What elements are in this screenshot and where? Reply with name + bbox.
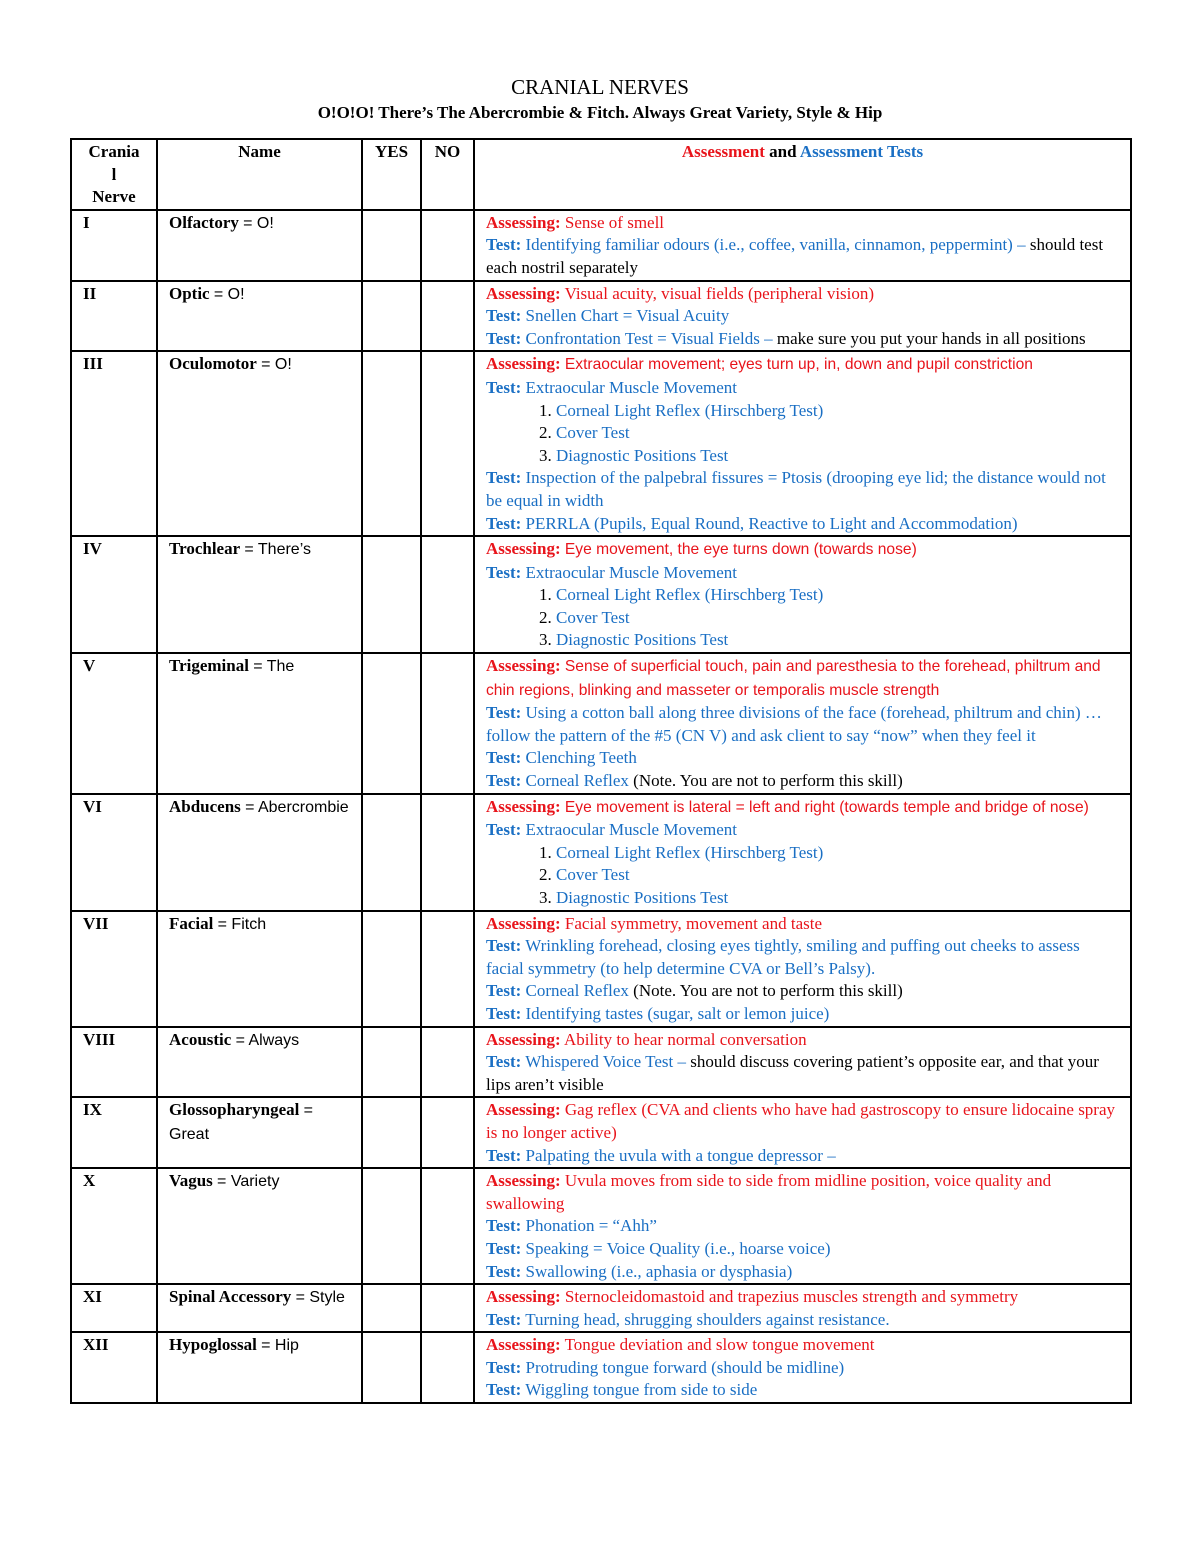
test-line bbox=[486, 770, 1120, 793]
yes-checkbox-cell[interactable] bbox=[362, 1027, 421, 1098]
nerve-number: III bbox=[71, 351, 157, 536]
nerve-mnemonic: = Hip bbox=[261, 1337, 299, 1355]
assessment-cell bbox=[474, 536, 1131, 653]
test-text: Protruding tongue forward (should be midline) bbox=[525, 1357, 845, 1377]
nerve-mnemonic: = Fitch bbox=[217, 915, 267, 933]
test-list-item: 3. Diagnostic Positions Test bbox=[556, 629, 1120, 652]
test-text: Wiggling tongue from side to side bbox=[525, 1380, 758, 1400]
nerve-name-cell bbox=[157, 1332, 362, 1403]
test-line bbox=[486, 935, 1120, 980]
nerve-name: Vagus bbox=[169, 1171, 213, 1191]
test-line bbox=[486, 1357, 1120, 1380]
test-note: should discuss covering patient’s opposite ear, and that your lips aren’t visible bbox=[486, 1052, 1099, 1094]
header-name: Name bbox=[157, 139, 362, 210]
assessment-cell bbox=[474, 1284, 1131, 1332]
test-list-item: 3. Diagnostic Positions Test bbox=[556, 445, 1120, 468]
yes-checkbox-cell[interactable] bbox=[362, 281, 421, 352]
nerve-name-cell bbox=[157, 911, 362, 1027]
test-line bbox=[486, 328, 1120, 351]
nerve-number: VIII bbox=[71, 1027, 157, 1098]
nerve-number: XII bbox=[71, 1332, 157, 1403]
nerve-name-cell bbox=[157, 1284, 362, 1332]
nerve-number: X bbox=[71, 1168, 157, 1284]
test-line bbox=[486, 1238, 1120, 1261]
nerve-number: II bbox=[71, 281, 157, 352]
test-text: PERRLA (Pupils, Equal Round, Reactive to Light and Accommodation) bbox=[525, 513, 1018, 533]
assessing-text: Visual acuity, visual fields (peripheral vision) bbox=[564, 283, 875, 303]
assessing-label: Assessing: bbox=[486, 656, 561, 676]
table-row bbox=[71, 1027, 1131, 1098]
nerve-name-cell bbox=[157, 536, 362, 653]
test-text: Identifying familiar odours (i.e., coffee, vanilla, cinnamon, peppermint) – bbox=[525, 235, 1026, 255]
test-label: Test: bbox=[486, 1052, 522, 1072]
assessing-label: Assessing: bbox=[486, 1100, 561, 1120]
test-line bbox=[486, 1003, 1120, 1026]
header-yes: YES bbox=[362, 139, 421, 210]
no-checkbox-cell[interactable] bbox=[421, 1097, 474, 1168]
page-header bbox=[0, 74, 1200, 124]
test-text: Corneal Reflex bbox=[525, 981, 629, 1001]
test-note: (Note. You are not to perform this skill) bbox=[628, 771, 903, 791]
assessing-line bbox=[486, 796, 1120, 820]
test-label: Test: bbox=[486, 306, 522, 326]
test-label: Test: bbox=[486, 820, 522, 840]
test-label: Test: bbox=[486, 513, 522, 533]
test-line bbox=[486, 1215, 1120, 1238]
yes-checkbox-cell[interactable] bbox=[362, 911, 421, 1027]
test-line bbox=[486, 980, 1120, 1003]
nerve-name-cell bbox=[157, 1168, 362, 1284]
table-row bbox=[71, 1332, 1131, 1403]
nerve-name: Abducens bbox=[169, 796, 241, 816]
nerve-mnemonic: = O! bbox=[261, 356, 292, 374]
test-text: Inspection of the palpebral fissures = Ptosis (drooping eye lid; the distance would not be equal in width bbox=[486, 468, 1106, 510]
test-text: Speaking = Voice Quality (i.e., hoarse voice) bbox=[525, 1238, 831, 1258]
yes-checkbox-cell[interactable] bbox=[362, 1168, 421, 1284]
assessment-cell bbox=[474, 210, 1131, 281]
table-row bbox=[71, 911, 1131, 1027]
assessing-line bbox=[486, 1029, 1120, 1052]
nerve-mnemonic: = Great bbox=[169, 1102, 313, 1143]
assessing-label: Assessing: bbox=[486, 283, 561, 303]
test-text: Confrontation Test = Visual Fields – bbox=[525, 328, 773, 348]
nerve-mnemonic: = Always bbox=[235, 1031, 300, 1049]
test-text: Corneal Reflex bbox=[525, 771, 629, 791]
test-line bbox=[486, 1309, 1120, 1332]
test-text: Using a cotton ball along three divisions of the face (forehead, philtrum and chin) … follow the pattern of the #5 (CN V) and ask client to say “now” when they feel it bbox=[486, 703, 1102, 745]
test-label: Test: bbox=[486, 1145, 522, 1165]
nerve-number: IV bbox=[71, 536, 157, 653]
test-note: (Note. You are not to perform this skill) bbox=[628, 981, 903, 1001]
nerve-name-cell bbox=[157, 351, 362, 536]
test-line bbox=[486, 305, 1120, 328]
assessment-cell bbox=[474, 1332, 1131, 1403]
test-text: Extraocular Muscle Movement bbox=[525, 820, 738, 840]
assessing-line bbox=[486, 1170, 1120, 1215]
assessment-cell bbox=[474, 281, 1131, 352]
nerve-mnemonic: = The bbox=[253, 658, 295, 676]
nerve-name: Acoustic bbox=[169, 1029, 232, 1049]
assessing-text: Gag reflex (CVA and clients who have had gastroscopy to ensure lidocaine spray is no longer active) bbox=[486, 1100, 1116, 1142]
test-label: Test: bbox=[486, 1380, 522, 1400]
nerve-name-cell bbox=[157, 1027, 362, 1098]
test-line bbox=[486, 234, 1120, 279]
test-list bbox=[486, 842, 1120, 910]
test-label: Test: bbox=[486, 1261, 522, 1281]
test-text: Swallowing (i.e., aphasia or dysphasia) bbox=[525, 1261, 793, 1281]
table-row bbox=[71, 1284, 1131, 1332]
test-line bbox=[486, 1145, 1120, 1168]
table-row bbox=[71, 1168, 1131, 1284]
nerve-name-cell bbox=[157, 653, 362, 794]
assessing-text: Facial symmetry, movement and taste bbox=[564, 913, 823, 933]
header-assessment bbox=[474, 139, 1131, 210]
test-label: Test: bbox=[486, 1216, 522, 1236]
no-checkbox-cell[interactable] bbox=[421, 653, 474, 794]
test-line bbox=[486, 1379, 1120, 1402]
test-line bbox=[486, 513, 1120, 536]
test-text: Clenching Teeth bbox=[525, 748, 637, 768]
header-cranial-nerve: Crania l Nerve bbox=[71, 139, 157, 210]
test-list-item: 2. Cover Test bbox=[556, 607, 1120, 630]
assessing-label: Assessing: bbox=[486, 796, 561, 816]
nerve-name: Trigeminal bbox=[169, 656, 249, 676]
test-label: Test: bbox=[486, 981, 522, 1001]
nerve-name: Hypoglossal bbox=[169, 1335, 257, 1355]
test-text: Phonation = “Ahh” bbox=[525, 1216, 657, 1236]
nerve-name: Olfactory bbox=[169, 212, 239, 232]
yes-checkbox-cell[interactable] bbox=[362, 794, 421, 911]
no-checkbox-cell[interactable] bbox=[421, 281, 474, 352]
no-checkbox-cell[interactable] bbox=[421, 536, 474, 653]
assessing-text: Tongue deviation and slow tongue movement bbox=[564, 1335, 875, 1355]
table-row bbox=[71, 1097, 1131, 1168]
no-checkbox-cell[interactable] bbox=[421, 1168, 474, 1284]
test-label: Test: bbox=[486, 936, 522, 956]
assessing-text: Eye movement, the eye turns down (towards nose) bbox=[564, 541, 917, 559]
nerve-number: I bbox=[71, 210, 157, 281]
nerve-number: XI bbox=[71, 1284, 157, 1332]
yes-checkbox-cell[interactable] bbox=[362, 1332, 421, 1403]
assessing-line bbox=[486, 655, 1120, 702]
assessing-label: Assessing: bbox=[486, 212, 561, 232]
test-label: Test: bbox=[486, 468, 522, 488]
assessing-label: Assessing: bbox=[486, 354, 561, 374]
assessing-label: Assessing: bbox=[486, 539, 561, 559]
table-row bbox=[71, 653, 1131, 794]
test-line bbox=[486, 702, 1120, 747]
nerve-name: Trochlear bbox=[169, 539, 241, 559]
cranial-nerves-table bbox=[70, 138, 1132, 1404]
test-line bbox=[486, 747, 1120, 770]
no-checkbox-cell[interactable] bbox=[421, 794, 474, 911]
nerve-name: Spinal Accessory bbox=[169, 1287, 292, 1307]
test-label: Test: bbox=[486, 562, 522, 582]
test-text: Snellen Chart = Visual Acuity bbox=[525, 306, 730, 326]
assessing-line bbox=[486, 913, 1120, 936]
assessing-label: Assessing: bbox=[486, 1029, 561, 1049]
test-list bbox=[486, 584, 1120, 652]
nerve-mnemonic: = There’s bbox=[244, 541, 311, 559]
test-text: Palpating the uvula with a tongue depressor – bbox=[525, 1145, 836, 1165]
test-text: Extraocular Muscle Movement bbox=[525, 377, 738, 397]
assessing-line bbox=[486, 538, 1120, 562]
nerve-mnemonic: = O! bbox=[243, 214, 274, 232]
table-row bbox=[71, 281, 1131, 352]
page-title: CRANIAL NERVES bbox=[511, 75, 689, 99]
nerve-name-cell bbox=[157, 1097, 362, 1168]
test-text: Whispered Voice Test – bbox=[525, 1052, 686, 1072]
test-line bbox=[486, 1261, 1120, 1284]
assessing-label: Assessing: bbox=[486, 1335, 561, 1355]
test-list-item: 1. Corneal Light Reflex (Hirschberg Test) bbox=[556, 842, 1120, 865]
nerve-mnemonic: = O! bbox=[213, 285, 245, 303]
assessing-label: Assessing: bbox=[486, 913, 561, 933]
nerve-name: Oculomotor bbox=[169, 354, 257, 374]
header-and: and bbox=[769, 142, 797, 161]
test-list-item: 1. Corneal Light Reflex (Hirschberg Test) bbox=[556, 584, 1120, 607]
test-text: Wrinkling forehead, closing eyes tightly, smiling and puffing out cheeks to assess facial symmetry (to help determine CVA or Bell’s Palsy). bbox=[486, 936, 1080, 978]
test-label: Test: bbox=[486, 377, 522, 397]
assessing-text: Sense of smell bbox=[564, 212, 665, 232]
header-no: NO bbox=[421, 139, 474, 210]
nerve-name-cell bbox=[157, 281, 362, 352]
nerve-number: VI bbox=[71, 794, 157, 911]
assessment-cell bbox=[474, 1168, 1131, 1284]
header-assessment-tests-label: Assessment Tests bbox=[799, 142, 924, 161]
assessing-line bbox=[486, 1334, 1120, 1357]
nerve-name-cell bbox=[157, 794, 362, 911]
table-row bbox=[71, 536, 1131, 653]
assessing-line bbox=[486, 353, 1120, 377]
assessing-text: Eye movement is lateral = left and right (towards temple and bridge of nose) bbox=[564, 798, 1089, 816]
test-label: Test: bbox=[486, 703, 522, 723]
test-list-item: 1. Corneal Light Reflex (Hirschberg Test) bbox=[556, 400, 1120, 423]
test-text: Identifying tastes (sugar, salt or lemon juice) bbox=[525, 1003, 830, 1023]
assessment-cell bbox=[474, 794, 1131, 911]
test-text: Turning head, shrugging shoulders against resistance. bbox=[525, 1309, 890, 1329]
test-line bbox=[486, 377, 1120, 400]
assessing-text: Sternocleidomastoid and trapezius muscles strength and symmetry bbox=[564, 1287, 1019, 1307]
table-row bbox=[71, 351, 1131, 536]
nerve-name: Optic bbox=[169, 283, 210, 303]
test-note: should test each nostril separately bbox=[486, 235, 1104, 277]
nerve-number: IX bbox=[71, 1097, 157, 1168]
test-note: make sure you put your hands in all positions bbox=[772, 328, 1086, 348]
no-checkbox-cell[interactable] bbox=[421, 210, 474, 281]
assessment-cell bbox=[474, 911, 1131, 1027]
table-row bbox=[71, 210, 1131, 281]
yes-checkbox-cell[interactable] bbox=[362, 653, 421, 794]
nerve-name-cell bbox=[157, 210, 362, 281]
test-list-item: 2. Cover Test bbox=[556, 422, 1120, 445]
no-checkbox-cell[interactable] bbox=[421, 1284, 474, 1332]
test-label: Test: bbox=[486, 1357, 522, 1377]
no-checkbox-cell[interactable] bbox=[421, 911, 474, 1027]
assessing-text: Ability to hear normal conversation bbox=[563, 1029, 807, 1049]
assessing-line bbox=[486, 1099, 1120, 1144]
no-checkbox-cell[interactable] bbox=[421, 1027, 474, 1098]
header-assessment-label: Assessment bbox=[681, 142, 765, 161]
assessing-text: Extraocular movement; eyes turn up, in, down and pupil constriction bbox=[564, 356, 1033, 374]
assessing-label: Assessing: bbox=[486, 1287, 561, 1307]
yes-checkbox-cell[interactable] bbox=[362, 536, 421, 653]
nerve-number: VII bbox=[71, 911, 157, 1027]
test-line bbox=[486, 819, 1120, 842]
assessing-label: Assessing: bbox=[486, 1171, 561, 1191]
table-row bbox=[71, 794, 1131, 911]
assessing-line bbox=[486, 212, 1120, 235]
test-line bbox=[486, 1051, 1120, 1096]
test-list-item: 3. Diagnostic Positions Test bbox=[556, 887, 1120, 910]
no-checkbox-cell[interactable] bbox=[421, 1332, 474, 1403]
assessment-cell bbox=[474, 351, 1131, 536]
assessment-cell bbox=[474, 1027, 1131, 1098]
assessment-cell bbox=[474, 1097, 1131, 1168]
nerve-mnemonic: = Style bbox=[295, 1289, 345, 1307]
assessing-line bbox=[486, 283, 1120, 306]
nerve-name: Glossopharyngeal bbox=[169, 1100, 300, 1120]
test-label: Test: bbox=[486, 328, 522, 348]
test-list-item: 2. Cover Test bbox=[556, 864, 1120, 887]
yes-checkbox-cell[interactable] bbox=[362, 1284, 421, 1332]
test-text: Extraocular Muscle Movement bbox=[525, 562, 738, 582]
test-list bbox=[486, 400, 1120, 468]
test-label: Test: bbox=[486, 1309, 522, 1329]
yes-checkbox-cell[interactable] bbox=[362, 1097, 421, 1168]
no-checkbox-cell[interactable] bbox=[421, 351, 474, 536]
nerve-name: Facial bbox=[169, 913, 214, 933]
nerve-mnemonic: = Abercrombie bbox=[245, 798, 349, 816]
test-label: Test: bbox=[486, 771, 522, 791]
assessing-text: Uvula moves from side to side from midline position, voice quality and swallowing bbox=[486, 1171, 1052, 1213]
test-line bbox=[486, 562, 1120, 585]
assessing-line bbox=[486, 1286, 1120, 1309]
test-label: Test: bbox=[486, 1238, 522, 1258]
yes-checkbox-cell[interactable] bbox=[362, 351, 421, 536]
test-label: Test: bbox=[486, 748, 522, 768]
assessment-cell bbox=[474, 653, 1131, 794]
nerve-number: V bbox=[71, 653, 157, 794]
test-line bbox=[486, 467, 1120, 512]
nerve-mnemonic: = Variety bbox=[217, 1173, 280, 1191]
assessing-text: Sense of superficial touch, pain and paresthesia to the forehead, philtrum and chin regions, blinking and masseter or temporalis muscle strength bbox=[486, 658, 1101, 699]
yes-checkbox-cell[interactable] bbox=[362, 210, 421, 281]
page-subtitle: O!O!O! There’s The Abercrombie & Fitch. Always Great Variety, Style & Hip bbox=[317, 103, 883, 122]
table-header-row bbox=[71, 139, 1131, 210]
test-label: Test: bbox=[486, 235, 522, 255]
test-label: Test: bbox=[486, 1003, 522, 1023]
